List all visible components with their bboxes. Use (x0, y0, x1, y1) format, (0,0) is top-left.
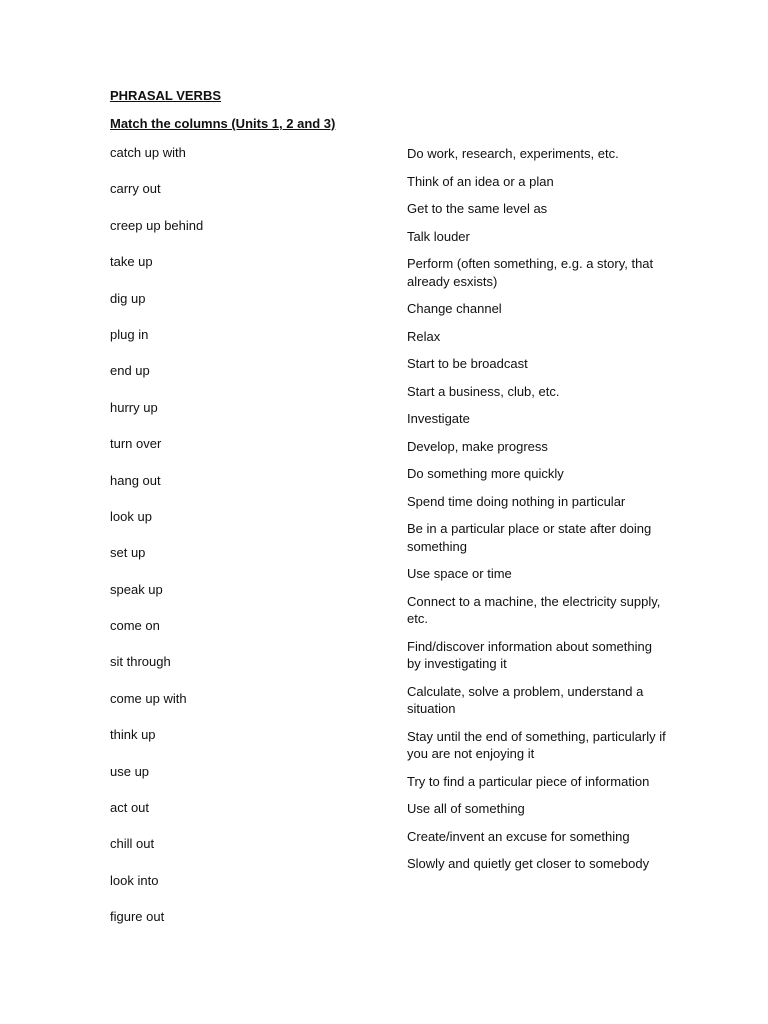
definitions-column (407, 145, 667, 883)
phrasal-verb-item: think up (110, 727, 156, 743)
definition-item: Perform (often something, e.g. a story, that already esxists) (407, 256, 654, 289)
definition-item: Get to the same level as (407, 201, 548, 216)
phrasal-verb-item: look up (110, 508, 152, 524)
definition-item: Start a business, club, etc. (407, 383, 560, 399)
phrasal-verb-item: look into (110, 872, 159, 888)
phrasal-verb-item: come up with (110, 690, 187, 706)
definition-item: Think of an idea or a plan (407, 173, 554, 189)
phrasal-verb-item: sit through (110, 654, 171, 670)
definition-item: Change channel (407, 301, 502, 316)
definition-item: Do something more quickly (407, 466, 564, 481)
definition-item: Calculate, solve a problem, understand a situation (407, 683, 644, 716)
definition-item: Try to find a particular piece of information (407, 773, 650, 789)
definition-item: Be in a particular place or state after doing something (407, 521, 652, 554)
phrasal-verb-item: carry out (110, 181, 161, 197)
definition-item: Start to be broadcast (407, 356, 528, 371)
phrasal-verb-item: set up (110, 545, 146, 561)
definition-item: Use space or time (407, 566, 512, 581)
definition-item: Talk louder (407, 228, 470, 244)
phrasal-verb-item: figure out (110, 909, 165, 925)
phrasal-verb-item: use up (110, 763, 150, 779)
phrasal-verb-item: come on (110, 618, 160, 634)
phrasal-verb-item: chill out (110, 836, 155, 852)
exercise-instructions: Match the columns (Units 1, 2 and 3) (110, 116, 336, 131)
phrasal-verb-item: end up (110, 363, 150, 379)
phrasal-verb-item: speak up (110, 581, 163, 597)
phrasal-verb-item: hang out (110, 472, 161, 488)
definition-item: Use all of something (407, 801, 525, 816)
definition-item: Create/invent an excuse for something (407, 828, 630, 844)
page-title: PHRASAL VERBS (110, 88, 222, 103)
phrasal-verb-item: take up (110, 254, 153, 270)
definition-item: Slowly and quietly get closer to somebody (407, 856, 650, 871)
phrasal-verb-item: turn over (110, 436, 162, 452)
phrasal-verb-item: hurry up (110, 399, 158, 415)
phrasal-verb-item: dig up (110, 290, 146, 306)
phrasal-verb-item: catch up with (110, 145, 186, 160)
phrasal-verb-item: plug in (110, 326, 149, 342)
definition-item: Find/discover information about something by investigating it (407, 638, 652, 671)
phrasal-verb-item: act out (110, 800, 150, 816)
definition-item: Spend time doing nothing in particular (407, 493, 626, 509)
definition-item: Do work, research, experiments, etc. (407, 146, 619, 161)
definition-item: Connect to a machine, the electricity supply, etc. (407, 593, 661, 626)
definition-item: Investigate (407, 411, 470, 426)
definition-item: Stay until the end of something, particularly if you are not enjoying it (407, 728, 666, 761)
definition-item: Relax (407, 328, 441, 344)
phrasal-verbs-column (110, 145, 370, 946)
definition-item: Develop, make progress (407, 438, 548, 454)
phrasal-verb-item: creep up behind (110, 217, 204, 233)
